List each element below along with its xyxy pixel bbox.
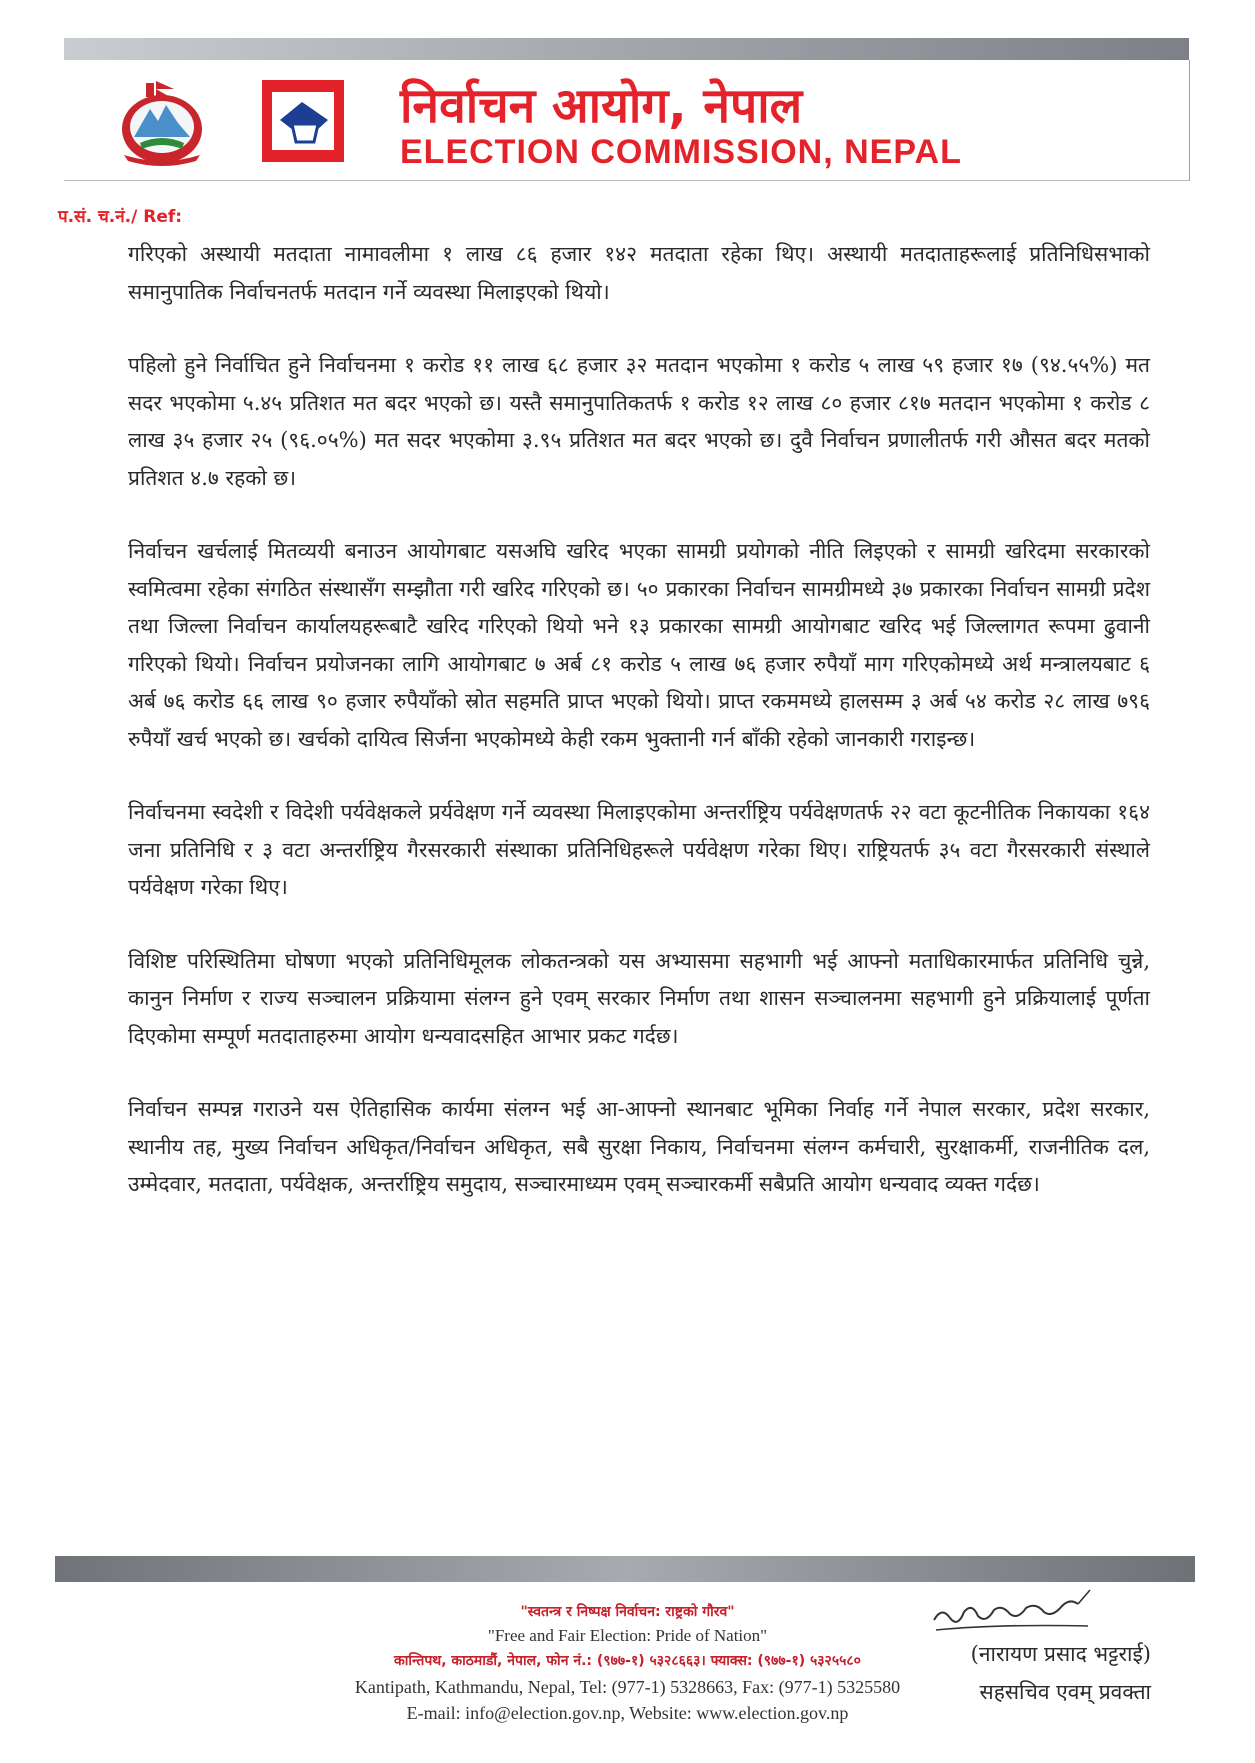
footer-band [55,1556,1195,1582]
footer-address-nepali: कान्तिपथ, काठमाडौं, नेपाल, फोन नं.: (९७७-१) ५३२८६६३। फ्याक्स: (९७७-१) ५३२५५८० [394,1653,861,1669]
footer [200,1600,1055,1726]
paragraph-voter-list: गरिएको अस्थायी मतदाता नामावलीमा १ लाख ८६ हजार १४२ मतदाता रहेका थिए। अस्थायी मतदाताहरूलाई प्रतिनिधिसभाको समानुपातिक निर्वाचनतर्फ मतदान गर्ने व्यवस्था मिलाइएको थियो। [128,242,1150,304]
footer-motto-nepali: "स्वतन्त्र र निष्पक्ष निर्वाचन: राष्ट्रको गौरव" [520,1604,735,1620]
commission-title-english: ELECTION COMMISSION, NEPAL [400,133,962,171]
paragraph-gratitude-voters: विशिष्ट परिस्थितिमा घोषणा भएको प्रतिनिधिमूलक लोकतन्त्रको यस अभ्यासमा सहभागी भई आफ्नो मताधिकारमार्फत प्रतिनिधि चुन्ने, कानुन निर्माण र राज्य सञ्चालन प्रक्रियामा संलग्न हुने एवम् सरकार निर्माण तथा शासन सञ्चालनमा सहभागी हुने प्रक्रियालाई पूर्णता दिएकोमा सम्पूर्ण मतदाताहरुमा आयोग धन्यवादसहित आभार प्रकट गर्दछ। [128,948,1150,1048]
nepal-emblem-icon [112,75,212,167]
reference-label: प.सं. च.नं./ Ref: [58,207,183,227]
paragraph-gratitude-stakeholders: निर्वाचन सम्पन्न गराउने यस ऐतिहासिक कार्यमा संलग्न भई आ-आफ्नो स्थानबाट भूमिका निर्वाह गर्ने नेपाल सरकार, प्रदेश सरकार, स्थानीय तह, मुख्य निर्वाचन अधिकृत/निर्वाचन अधिकृत, सबै सुरक्षा निकाय, निर्वाचनमा संलग्न कर्मचारी, सुरक्षाकर्मी, राजनीतिक दल, उम्मेदवार, मतदाता, पर्यवेक्षक, अन्तर्राष्ट्रिय समुदाय, सञ्चारमाध्यम एवम् सञ्चारकर्मी सबैप्रति आयोग धन्यवाद व्यक्त गर्दछ। [128,1097,1150,1196]
footer-contact-english: E-mail: info@election.gov.np, Website: www.election.gov.np [406,1703,849,1723]
footer-motto-english: "Free and Fair Election: Pride of Nation" [487,1626,768,1645]
paragraph-observers: निर्वाचनमा स्वदेशी र विदेशी पर्यवेक्षकले प्रर्यवेक्षण गर्ने व्यवस्था मिलाइएकोमा अन्तर्राष्ट्रिय पर्यवेक्षणतर्फ २२ वटा कूटनीतिक निकायका १६४ जना प्रतिनिधि र ३ वटा अन्तर्राष्ट्रिय गैरसरकारी संस्थाका प्रतिनिधिहरूले पर्यवेक्षण गरेका थिए। राष्ट्रियतर्फ ३५ वटा गैरसरकारी संस्थाले पर्यवेक्षण गरेका थिए। [128,800,1150,899]
signatory-name: (नारायण प्रसाद भट्टराई) [970,1642,1151,1666]
paragraph-election-expenses: निर्वाचन खर्चलाई मितव्ययी बनाउन आयोगबाट यसअघि खरिद भएका सामग्री प्रयोगको नीति लिइएको र सामग्री खरिदमा सरकारको स्वमित्वमा रहेका संगठित संस्थासँग सम्झौता गरी खरिद गरिएको छ। ५० प्रकारका निर्वाचन सामग्रीमध्ये ३७ प्रकारका निर्वाचन सामग्री प्रदेश तथा जिल्ला निर्वाचन कार्यालयहरूबाटै खरिद गरिएको थियो भने १३ प्रकारका सामग्री आयोगबाट खरिद भई जिल्लागत रूपमा ढुवानी गरिएको थियो। निर्वाचन प्रयोजनका लागि आयोगबाट ७ अर्ब ८१ करोड ५ लाख ७६ हजार रुपैयाँ माग गरिएकोमध्ये अर्थ मन्त्रालयबाट ६ अर्ब ७६ करोड ६६ लाख ९० हजार रुपैयाँको स्रोत सहमति प्राप्त भएको थियो। प्राप्त रकममध्ये हालसम्म ३ अर्ब ५४ करोड २८ लाख ७९६ रुपैयाँ खर्च भएको छ। खर्चको दायित्व सिर्जना भएकोमध्ये केही रकम भुक्तानी गर्न बाँकी रहेको जानकारी गराइन्छ। [128,539,1150,751]
election-commission-logo-icon [262,80,344,162]
commission-title-nepali: निर्वाचन आयोग, नेपाल [400,78,803,134]
footer-address-english: Kantipath, Kathmandu, Nepal, Tel: (977-1) 5328663, Fax: (977-1) 5325580 [354,1677,901,1697]
header-top-band [64,38,1189,60]
signatory-designation: सहसचिव एवम् प्रवक्ता [979,1680,1151,1704]
letter-body [128,236,1150,1240]
paragraph-vote-results: पहिलो हुने निर्वाचित हुने निर्वाचनमा १ करोड ११ लाख ६८ हजार ३२ मतदान भएकोमा १ करोड ५ लाख ५९ हजार १७ (९४.५५%) मत सदर भएकोमा ५.४५ प्रतिशत मत बदर भएको छ। यस्तै समानुपातिकतर्फ १ करोड १२ लाख ८० हजार ८१७ मतदान भएकोमा १ करोड ८ लाख ३५ हजार २५ (९६.०५%) मत सदर भएकोमा ३.९५ प्रतिशत मत बदर भएको छ। दुवै निर्वाचन प्रणालीतर्फ गरी औसत बदर मतको प्रतिशत ४.७ रहको छ। [128,353,1150,490]
